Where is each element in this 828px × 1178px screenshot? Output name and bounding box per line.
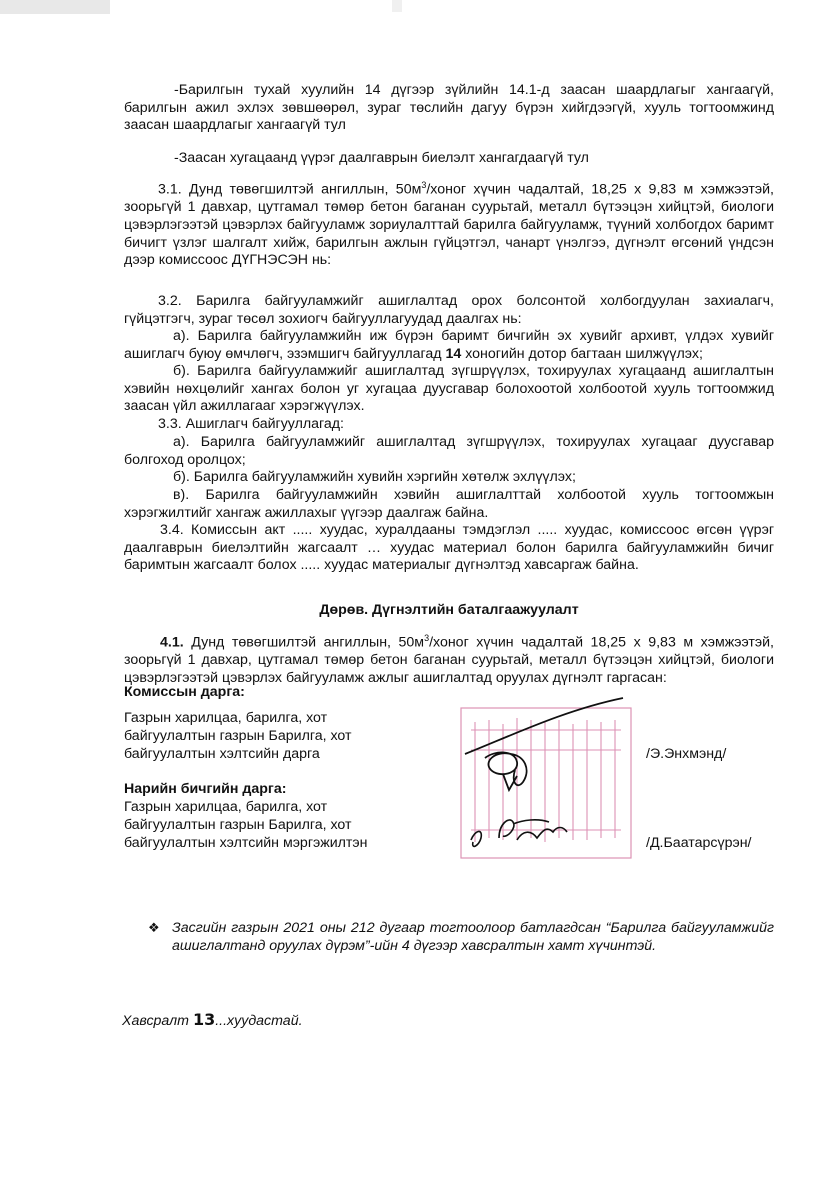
paragraph-law-requirement: -Барилгын тухай хуулийн 14 дүгээр зүйлийн 14.1-д заасан шаардлагыг хангаагүй, барилгын ажил эхлэх зөвшөөрөл, зураг төслийн дагуу бүрэн хийгдээгүй, хууль тогтоомжинд заасан шаардлагыг хангаагүй тул xyxy=(124,82,774,134)
chair-name: /Э.Энхмэнд/ xyxy=(646,746,727,762)
attachment-line: Хавсралт 13...хуудастай. xyxy=(122,1010,303,1029)
paragraph-deadline: -Заасан хугацаанд үүрэг даалгаврын биелэлт хангагдаагүй тул xyxy=(174,150,589,166)
section-heading: Дөрөв. Дүгнэлтийн баталгаажуулалт xyxy=(319,602,579,618)
paragraph-3-2-a: а). Барилга байгууламжийн иж бүрэн баримт бичгийн эх хувийг архивт, үлдэх хувийг ашиглагч буюу өмчлөгч, эзэмшигч байгууллагад 14 хоногийн дотор багтаан шилжүүлэх; xyxy=(124,328,774,362)
scan-artifact xyxy=(0,0,110,14)
chair-org-line: Газрын харилцаа, барилга, хот xyxy=(124,710,328,726)
secretary-signature-icon xyxy=(471,820,567,847)
paragraph-3-3-a: а). Барилга байгууламжийг ашиглалтад зүгшрүүлэх, тохируулах хугацааг дуусгавар болгоход оролцох; xyxy=(124,434,774,468)
paragraph-3-3: 3.3. Ашиглагч байгууллагад: xyxy=(158,416,345,432)
stamp-icon xyxy=(461,708,631,858)
secretary-org-line: байгуулалтын хэлтсийн мэргэжилтэн xyxy=(124,835,368,851)
secretary-title: Нарийн бичгийн дарга: xyxy=(124,781,287,797)
chair-org-line: байгуулалтын хэлтсийн дарга xyxy=(124,746,320,762)
paragraph-3-4: 3.4. Комиссын акт ..... хуудас, хуралдааны тэмдэглэл ..... хуудас, комиссоос өгсөн үүрэг даалгаврын биелэлтийн жагсаалт … хуудас материал болон барилга байгууламжийн бичиг баримтын жагсаалт болох ..... хуудас материалыг дүгнэлтэд хавсаргаж байна. xyxy=(124,522,774,574)
secretary-org-line: Газрын харилцаа, барилга, хот xyxy=(124,799,328,815)
paragraph-3-2: 3.2. Барилга байгууламжийг ашиглалтад орох болсонтой холбогдуулан захиалагч, гүйцэтгэгч, зураг төсөл зохиогч байгууллагуудад даалгах нь: xyxy=(124,293,774,327)
paragraph-3-1: 3.1. Дунд төвөгшилтэй ангиллын, $50м^3$/хоног хүчин чадалтай, 18,25 х 9,83 м хэмжээтэй, зоорьгүй 1 давхар, цутгамал төмөр бетон баганан суурьтай, металл бүтээцэн хийцтэй, биологи цэвэрлэгээтэй цэвэрлэх байгууламж зориулалттай барилга байгууламж, түүний холбогдох баримт бичигт үзлэг шалгалт хийж, барилгын ажлын гүйцэтгэл, чанарт үнэлгээ, дүгнэлт өгсөний үндсэн дээр комиссоос ДҮГНЭСЭН нь: xyxy=(124,180,774,269)
chair-title: Комиссын дарга: xyxy=(124,684,245,700)
diamond-bullet-icon: ❖ xyxy=(148,920,160,935)
chair-org-line: байгуулалтын газрын Барилга, хот xyxy=(124,728,352,744)
secretary-name: /Д.Баатарсүрэн/ xyxy=(646,835,752,851)
paragraph-3-2-b: б). Барилга байгууламжийг ашиглалтад зүгшрүүлэх, тохируулах хугацаанд ашиглалтын хэвийн нөхцөлийг хангах болон уг хугацаа дуусгавар болохоотой холбоотой хууль тогтоомжид заасан үйл ажиллагааг хэрэгжүүлэх. xyxy=(124,363,774,415)
handwritten-page-count: 13 xyxy=(192,1010,216,1029)
stamp-and-signatures xyxy=(455,690,640,865)
paragraph-4-1: 4.1. Дунд төвөгшилтэй ангиллын, $50м^3$/хоног хүчин чадалтай 18,25 х 9,83 м хэмжээтэй, зоорьгүй 1 давхар, цутгамал төмөр бетон баганан суурьтай, металл бүтээцэн хийцтэй, биологи цэвэрлэгээтэй цэвэрлэх байгууламж ажлыг ашиглалтад оруулах дүгнэлт гаргасан: xyxy=(124,633,774,686)
scan-artifact xyxy=(392,0,402,12)
validity-note: Засгийн газрын 2021 оны 212 дугаар тогтоолоор батлагдсан “Барилга байгууламжийг ашиглалтанд оруулах дүрэм”-ийн 4 дүгээр хавсралтын хамт хүчинтэй. xyxy=(172,920,774,954)
paragraph-3-3-b: б). Барилга байгууламжийн хувийн хэргийн хөтөлж эхлүүлэх; xyxy=(173,469,576,485)
paragraph-3-3-c: в). Барилга байгууламжийн хэвийн ашиглалттай холбоотой хууль тогтоомжын хэрэгжилтийг хангаж ажиллахыг үүгээр даалгаж байна. xyxy=(124,487,774,521)
secretary-org-line: байгуулалтын газрын Барилга, хот xyxy=(124,817,352,833)
